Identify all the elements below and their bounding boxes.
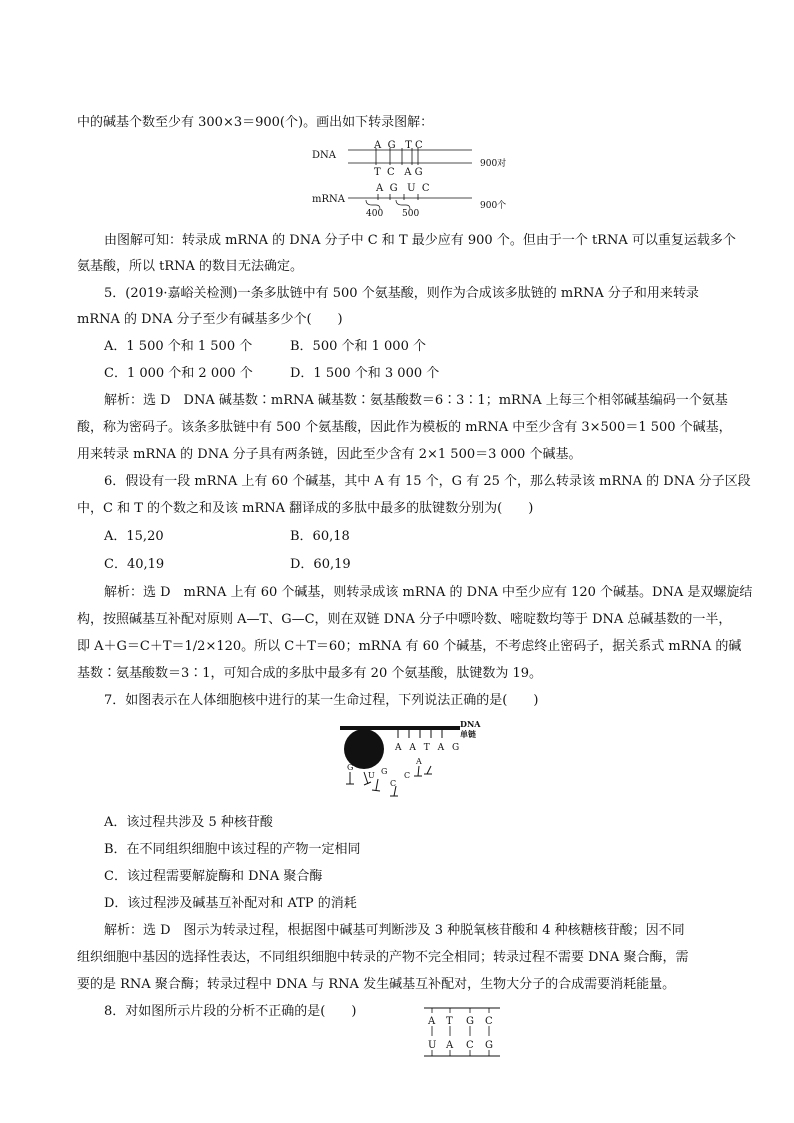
q6-option-c: C．40,19 [104,557,165,572]
transcription-diagram [300,138,520,218]
dna-label: DNA [312,150,336,161]
mrna-bases: A G U C [376,183,430,194]
q6-option-b: B．60,18 [290,529,350,544]
bottom-base-3: C [466,1040,474,1051]
free-base-g2: G [347,763,354,772]
label-dna: DNA [460,719,481,729]
q6-option-a: A．15,20 [104,529,164,544]
q7-option-a: A．该过程共涉及 5 种核苷酸 [104,815,273,830]
q7-analysis-2: 组织细胞中基因的选择性表达，不同组织细胞中转录的产物不完全相同；转录过程不需要 DNA 聚合酶，需 [77,950,689,965]
count-500: 500 [402,209,420,218]
label-900-pair: 900对 [480,159,507,169]
free-base-a: A [416,757,422,766]
q7-stem: 7．如图表示在人体细胞核中进行的某一生命过程，下列说法正确的是( ) [104,693,539,708]
q5-option-a: A．1 500 个和 1 500 个 [104,339,253,354]
q6-analysis-3: 即 A＋G＝C＋T＝1/2×120。所以 C＋T＝60；mRNA 有 60 个碱基，不考虑终止密码子，据关系式 mRNA 的碱 [77,639,742,654]
label-900-count: 900个 [480,201,507,211]
q7-analysis-1: 解析：选 D 图示为转录过程，根据图中碱基可判断涉及 3 种脱氧核苷酸和 4 种核糖核苷酸；因不同 [104,923,685,938]
q5-stem-2: mRNA 的 DNA 分子至少有碱基多少个( ) [77,312,343,327]
label-single-strand: 单链 [460,729,476,739]
q6-stem-2: 中，C 和 T 的个数之和及该 mRNA 翻译成的多肽中最多的肽键数分别为( ) [77,501,534,516]
q5-analysis-2: 酸，称为密码子。该条多肽链中有 500 个氨基酸，因此作为模板的 mRNA 中至少含有 3×500＝1 500 个碱基， [77,420,732,435]
q6-analysis-4: 基数∶氨基酸数＝3∶1，可知合成的多肽中最多有 20 个氨基酸，肽键数为 19。 [77,666,543,681]
dna-top-bases: A G T C [374,140,423,151]
free-base-c1: C [404,771,411,780]
dna-bottom-bases: T C A G [374,167,423,178]
q7-option-b: B．在不同组织细胞中该过程的产物一定相同 [104,842,361,857]
q8-stem: 8．对如图所示片段的分析不正确的是( ) [104,1004,357,1019]
q6-analysis-2: 构，按照碱基互补配对原则 A—T、G—C，则在双链 DNA 分子中嘌呤数、嘧啶数均等于 DNA 总碱基数的一半， [77,612,732,627]
mrna-label: mRNA [312,194,345,205]
bottom-base-4: G [485,1040,493,1051]
q5-analysis-3: 用来转录 mRNA 的 DNA 分子具有两条链，因此至少含有 2×1 500＝3 000 个碱基。 [77,447,582,462]
free-base-c2: C [390,779,397,788]
intro-line: 中的碱基个数至少有 300×3＝900(个)。画出如下转录图解： [77,115,434,130]
explain1-line-2: 氨基酸，所以 tRNA 的数目无法确定。 [77,259,304,274]
q7-option-c: C．该过程需要解旋酶和 DNA 聚合酶 [104,869,323,884]
strand-bases: A A T A G [395,743,462,753]
bottom-base-1: U [428,1040,437,1051]
q6-option-d: D．60,19 [290,557,351,572]
q5-option-c: C．1 000 个和 2 000 个 [104,366,253,381]
q7-analysis-3: 要的是 RNA 聚合酶；转录过程中 DNA 与 RNA 发生碱基互补配对，生物大分子的合成需要消耗能量。 [77,977,676,992]
q6-stem-1: 6．假设有一段 mRNA 上有 60 个碱基，其中 A 有 15 个，G 有 25 个，那么转录该 mRNA 的 DNA 分子区段 [104,474,751,489]
transcription-process-diagram [334,716,484,808]
q7-option-d: D．该过程涉及碱基互补配对和 ATP 的消耗 [104,896,357,911]
free-base-g1: G [381,767,388,776]
free-base-u: U [368,771,375,780]
q5-analysis-1: 解析：选 D DNA 碱基数∶mRNA 碱基数∶氨基酸数＝6∶3∶1；mRNA 上每三个相邻碱基编码一个氨基 [104,393,728,408]
count-400: 400 [366,209,384,218]
top-base-1: A [428,1016,436,1027]
base-pair-fragment-diagram [420,1004,504,1062]
explain1-line-1: 由图解可知：转录成 mRNA 的 DNA 分子中 C 和 T 最少应有 900 个。但由于一个 tRNA 可以重复运载多个 [104,233,736,248]
q6-analysis-1: 解析：选 D mRNA 上有 60 个碱基，则转录成该 mRNA 的 DNA 中至少应有 120 个碱基。DNA 是双螺旋结 [104,585,753,600]
q5-stem-1: 5．(2019·嘉峪关检测)一条多肽链中有 500 个氨基酸，则作为合成该多肽链的 mRNA 分子和用来转录 [104,286,699,301]
top-base-2: T [446,1016,453,1027]
top-base-3: G [466,1016,474,1027]
top-base-4: C [485,1016,493,1027]
q5-option-b: B．500 个和 1 000 个 [290,339,426,354]
bottom-base-2: A [446,1040,454,1051]
q5-option-d: D．1 500 个和 3 000 个 [290,366,440,381]
